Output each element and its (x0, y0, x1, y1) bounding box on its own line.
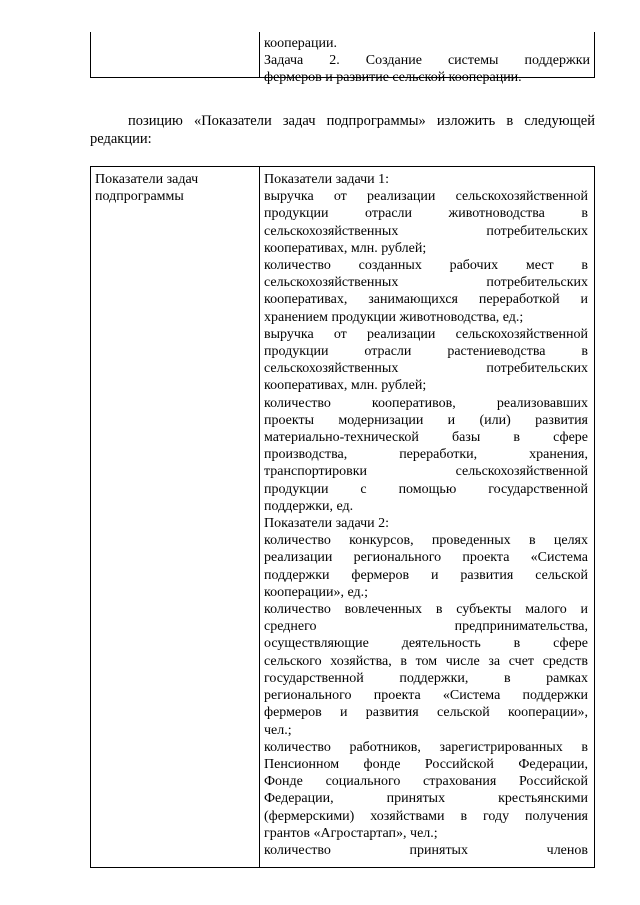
paragraph-line-1: позицию «Показатели задач подпрограммы» изложить в следующей (128, 113, 595, 129)
indicator-text-line: кооперативах, млн. рублей; (264, 378, 427, 394)
indicator-text-line: реализации регионального проекта «Система (264, 550, 588, 566)
indicator-text-line: кооперации», ед.; (264, 584, 369, 600)
indicator-text-line: сельскохозяйственных потребительских (264, 223, 588, 239)
indicator-text-line: Пенсионном фонде Российской Федерации, (264, 756, 588, 772)
indicator-text-line: фермеров и развития сельской кооперации», (264, 705, 588, 721)
indicator-text-line: государственной поддержки, в рамках (264, 670, 588, 686)
indicator-text-line: продукции с помощью государственной (264, 481, 588, 497)
indicator-text-line: поддержки, ед. (264, 498, 354, 514)
indicator-text-line: сельскохозяйственных потребительских (264, 361, 588, 377)
indicator-text-line: среднего предпринимательства, (264, 619, 588, 635)
text-line: кооперации. (264, 36, 337, 51)
indicator-text-line: кооперативах, занимающихся переработкой и (264, 292, 588, 308)
indicators-label-cell: Показатели задач подпрограммы (95, 172, 199, 205)
indicators-values-cell (264, 171, 588, 859)
indicator-text-line: кооперативах, млн. рублей; (264, 240, 427, 256)
indicator-text-line: количество конкурсов, проведенных в целях (264, 533, 588, 549)
indicator-text-line: сельского хозяйства, в том числе за счет средств (264, 653, 588, 669)
indicator-text-line: проекты модернизации и (или) развития (264, 412, 588, 428)
paragraph-line-2: редакции: (90, 131, 152, 147)
indicator-text-line: количество вовлеченных в субъекты малого и (264, 602, 588, 618)
indicator-text-line: Показатели задачи 1: (264, 172, 390, 187)
text-line: Задача 2. Создание системы поддержки (264, 53, 590, 69)
column-divider (259, 32, 260, 77)
indicator-text-line: количество созданных рабочих мест в (264, 258, 588, 274)
top-table-fragment (90, 32, 595, 86)
indicator-text-line: продукции отрасли животноводства в (264, 206, 588, 222)
indicator-text-line: производства, переработки, хранения, (264, 447, 588, 463)
indicator-text-line: выручка от реализации сельскохозяйственной (264, 189, 588, 205)
instruction-paragraph (90, 112, 595, 148)
indicator-text-line: поддержки фермеров и развития сельской (264, 567, 588, 583)
text-line: фермеров и развитие сельской кооперации. (264, 70, 522, 86)
indicator-text-line: транспортировки сельскохозяйственной (264, 464, 588, 480)
top-table-right-cell (264, 35, 590, 87)
indicator-text-line: количество работников, зарегистрированных в (264, 739, 588, 755)
indicator-text-line: продукции отрасли растениеводства в (264, 344, 588, 360)
indicator-text-line: материально-технической базы в сфере (264, 430, 588, 446)
indicator-text-line: чел.; (264, 722, 292, 738)
indicator-text-line: грантов «Агростартап», чел.; (264, 825, 438, 841)
indicator-text-line: Федерации, принятых крестьянскими (264, 791, 588, 807)
indicator-text-line: Фонде социального страхования Российской (264, 774, 588, 790)
indicator-text-line: сельскохозяйственных потребительских (264, 275, 588, 291)
indicator-text-line: количество принятых членов (264, 842, 588, 858)
indicator-text-line: хранением продукции животноводства, ед.; (264, 309, 524, 325)
indicator-text-line: выручка от реализации сельскохозяйственной (264, 326, 588, 342)
indicators-table (90, 166, 595, 868)
indicator-text-line: осуществляющие деятельность в сфере (264, 636, 588, 652)
column-divider (259, 167, 260, 867)
indicator-text-line: количество кооперативов, реализовавших (264, 395, 588, 411)
indicator-text-line: регионального проекта «Система поддержки (264, 688, 588, 704)
indicator-text-line: Показатели задачи 2: (264, 516, 390, 532)
indicator-text-line: (фермерскими) хозяйствами в году получения (264, 808, 588, 824)
